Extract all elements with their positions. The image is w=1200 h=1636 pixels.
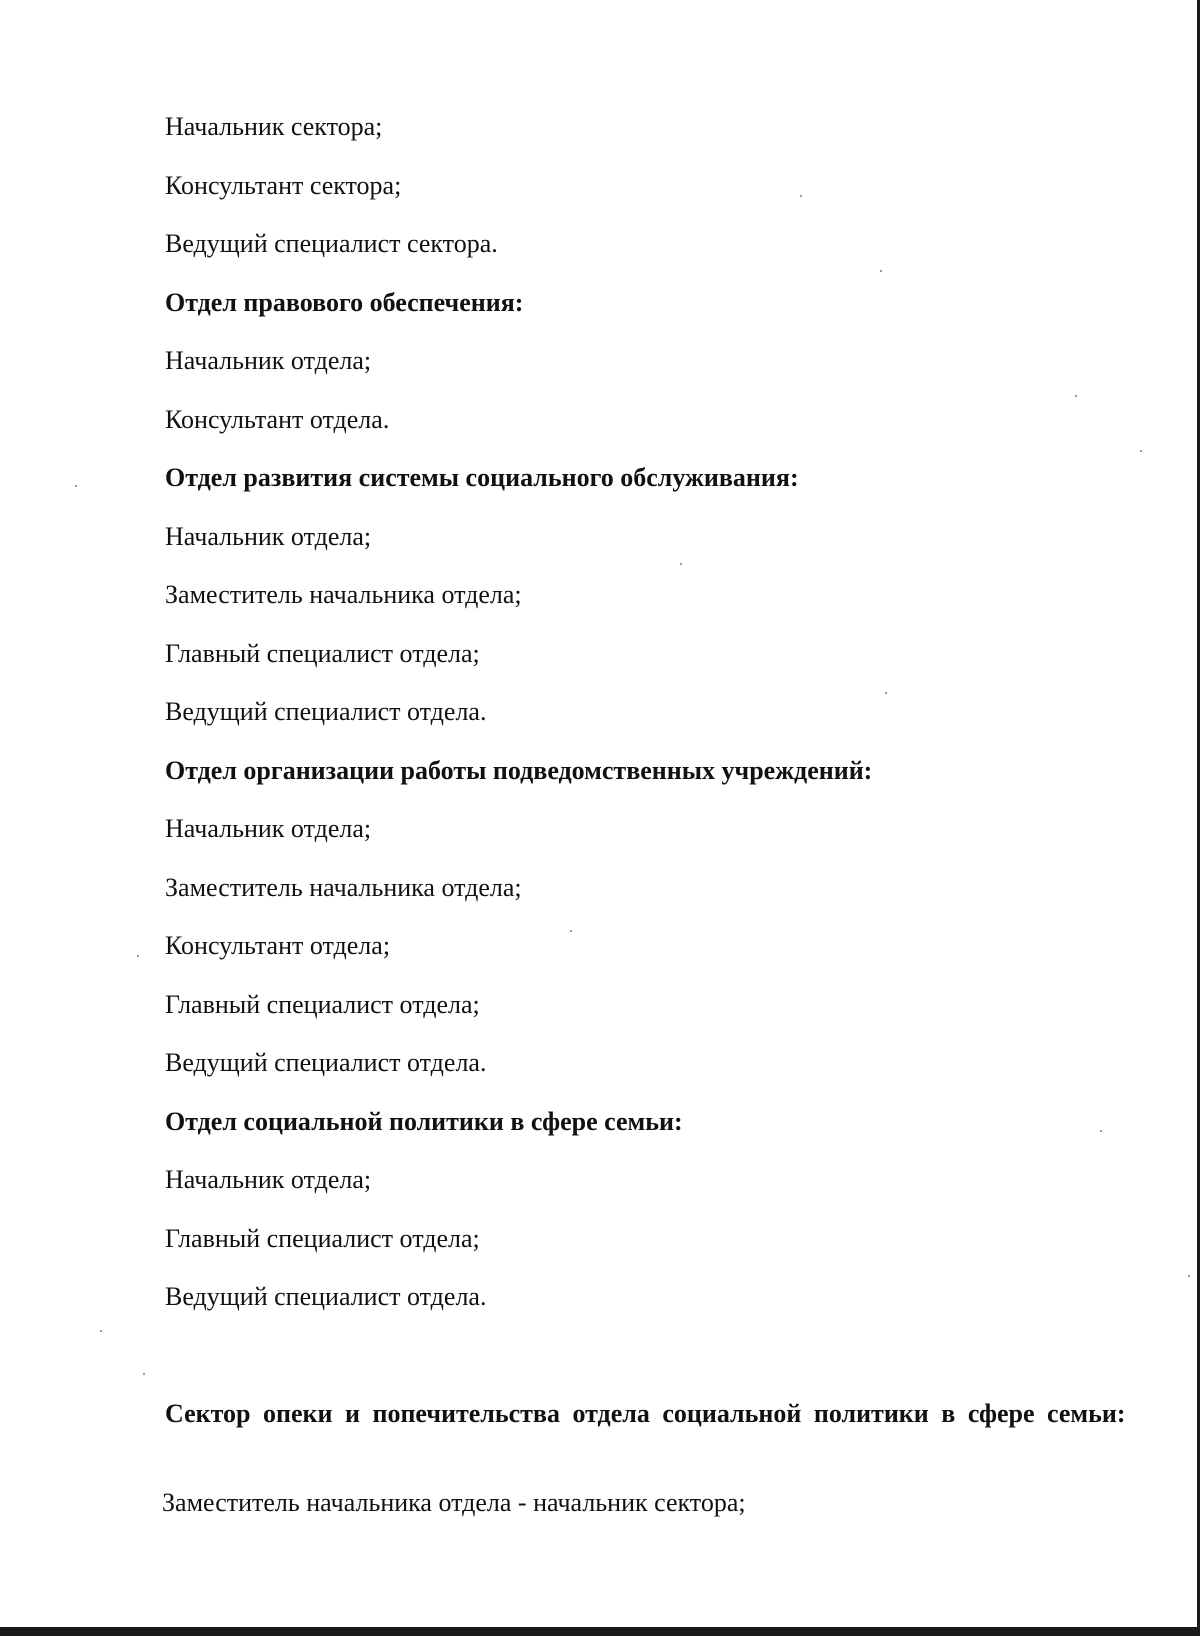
section-heading: Отдел организации работы подведомственных учреждений:	[165, 756, 873, 785]
scan-speck	[680, 563, 682, 565]
list-item: Главный специалист отдела;	[165, 990, 480, 1019]
scan-speck	[1075, 395, 1077, 397]
list-item: Ведущий специалист отдела.	[165, 1048, 487, 1077]
scan-speck	[143, 1373, 145, 1375]
scan-bottom-edge	[0, 1627, 1200, 1636]
scan-speck	[1188, 1275, 1190, 1277]
list-item: Главный специалист отдела;	[165, 639, 480, 668]
list-item: Главный специалист отдела;	[165, 1224, 480, 1253]
scan-speck	[137, 955, 139, 957]
scan-speck	[75, 485, 77, 487]
final-section-heading: Сектор опеки и попечительства отдела социальной политики в сфере семьи:	[165, 1399, 1126, 1428]
section-heading: Отдел правового обеспечения:	[165, 288, 524, 317]
list-item: Начальник отдела;	[165, 814, 372, 843]
list-item: Начальник отдела;	[165, 1165, 372, 1194]
list-item: Ведущий специалист отдела.	[165, 697, 487, 726]
list-item: Заместитель начальника отдела;	[165, 873, 522, 902]
scan-speck	[100, 1330, 102, 1332]
list-item: Заместитель начальника отдела;	[165, 580, 522, 609]
final-list-item: Заместитель начальника отдела - начальник сектора;	[162, 1488, 746, 1517]
scan-speck	[800, 195, 802, 197]
scan-speck	[570, 930, 572, 932]
scan-speck	[880, 270, 882, 272]
scan-speck	[1100, 1130, 1102, 1132]
section-heading: Отдел социальной политики в сфере семьи:	[165, 1107, 683, 1136]
scan-speck	[1140, 450, 1142, 452]
list-item: Консультант сектора;	[165, 171, 402, 200]
list-item: Начальник отдела;	[165, 346, 372, 375]
list-item: Консультант отдела;	[165, 931, 391, 960]
list-item: Ведущий специалист отдела.	[165, 1282, 487, 1311]
section-heading: Отдел развития системы социального обслуживания:	[165, 463, 799, 492]
list-item: Начальник отдела;	[165, 522, 372, 551]
list-item: Начальник сектора;	[165, 112, 383, 141]
list-item: Ведущий специалист сектора.	[165, 229, 498, 258]
list-item: Консультант отдела.	[165, 405, 390, 434]
scan-speck	[885, 692, 887, 694]
